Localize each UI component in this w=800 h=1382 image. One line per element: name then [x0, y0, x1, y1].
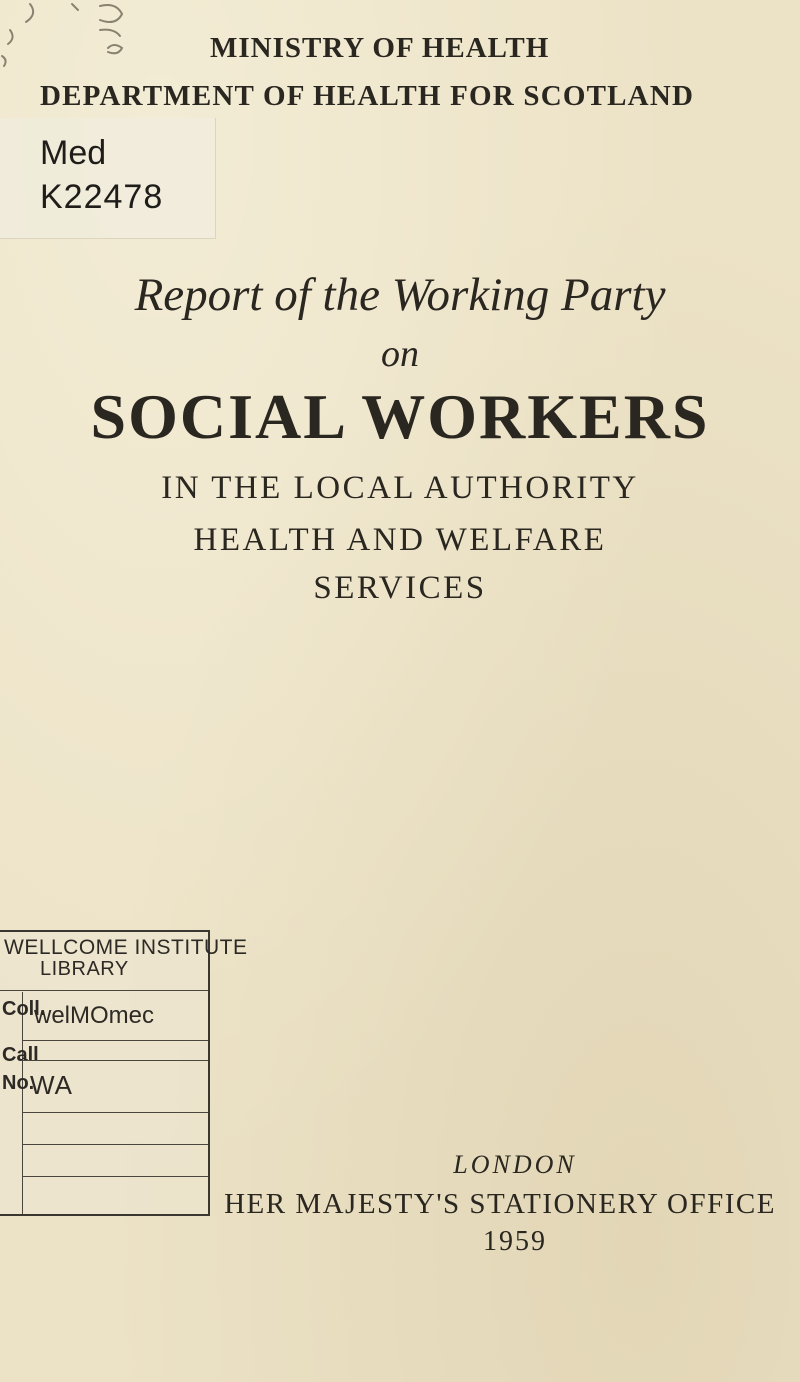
stamp-rule — [22, 1144, 208, 1145]
stamp-rule — [22, 1040, 208, 1041]
stamp-rule — [22, 1176, 208, 1177]
subtitle-line-3: SERVICES — [313, 570, 487, 606]
stamp-column-divider — [22, 992, 23, 1214]
stamp-institute: WELLCOME INSTITUTE — [4, 936, 248, 959]
ministry-heading: MINISTRY OF HEALTH — [210, 32, 550, 64]
subtitle-line-2: HEALTH AND WELFARE — [193, 522, 607, 558]
main-title: SOCIAL WORKERS — [90, 381, 710, 452]
imprint-publisher: HER MAJESTY'S STATIONERY OFFICE — [224, 1188, 776, 1220]
department-heading: DEPARTMENT OF HEALTH FOR SCOTLAND — [40, 80, 695, 112]
stamp-side-label-call: Call — [2, 1044, 39, 1066]
stamp-coll-value: welMOmec — [34, 1002, 155, 1029]
shelfmark-line-2: K22478 — [40, 178, 164, 216]
imprint-place: LONDON — [453, 1150, 577, 1179]
imprint-year: 1959 — [483, 1226, 547, 1257]
stamp-side-label-no: No. — [2, 1072, 35, 1094]
stamp-rule — [0, 990, 208, 991]
stamp-call-value: WA — [30, 1070, 73, 1100]
library-stamp — [0, 930, 248, 1216]
pencil-doodle-icon — [0, 0, 150, 75]
subtitle-line-1: IN THE LOCAL AUTHORITY — [161, 470, 639, 506]
stamp-side-label-coll: Coll. — [2, 998, 46, 1020]
stamp-rule — [22, 1112, 208, 1113]
title-connector: on — [381, 333, 419, 375]
library-shelfmark-label — [0, 118, 216, 239]
stamp-rule — [22, 1060, 208, 1061]
stamp-library: LIBRARY — [40, 958, 129, 980]
report-title: Report of the Working Party — [134, 269, 666, 321]
shelfmark-line-1: Med — [40, 134, 107, 172]
